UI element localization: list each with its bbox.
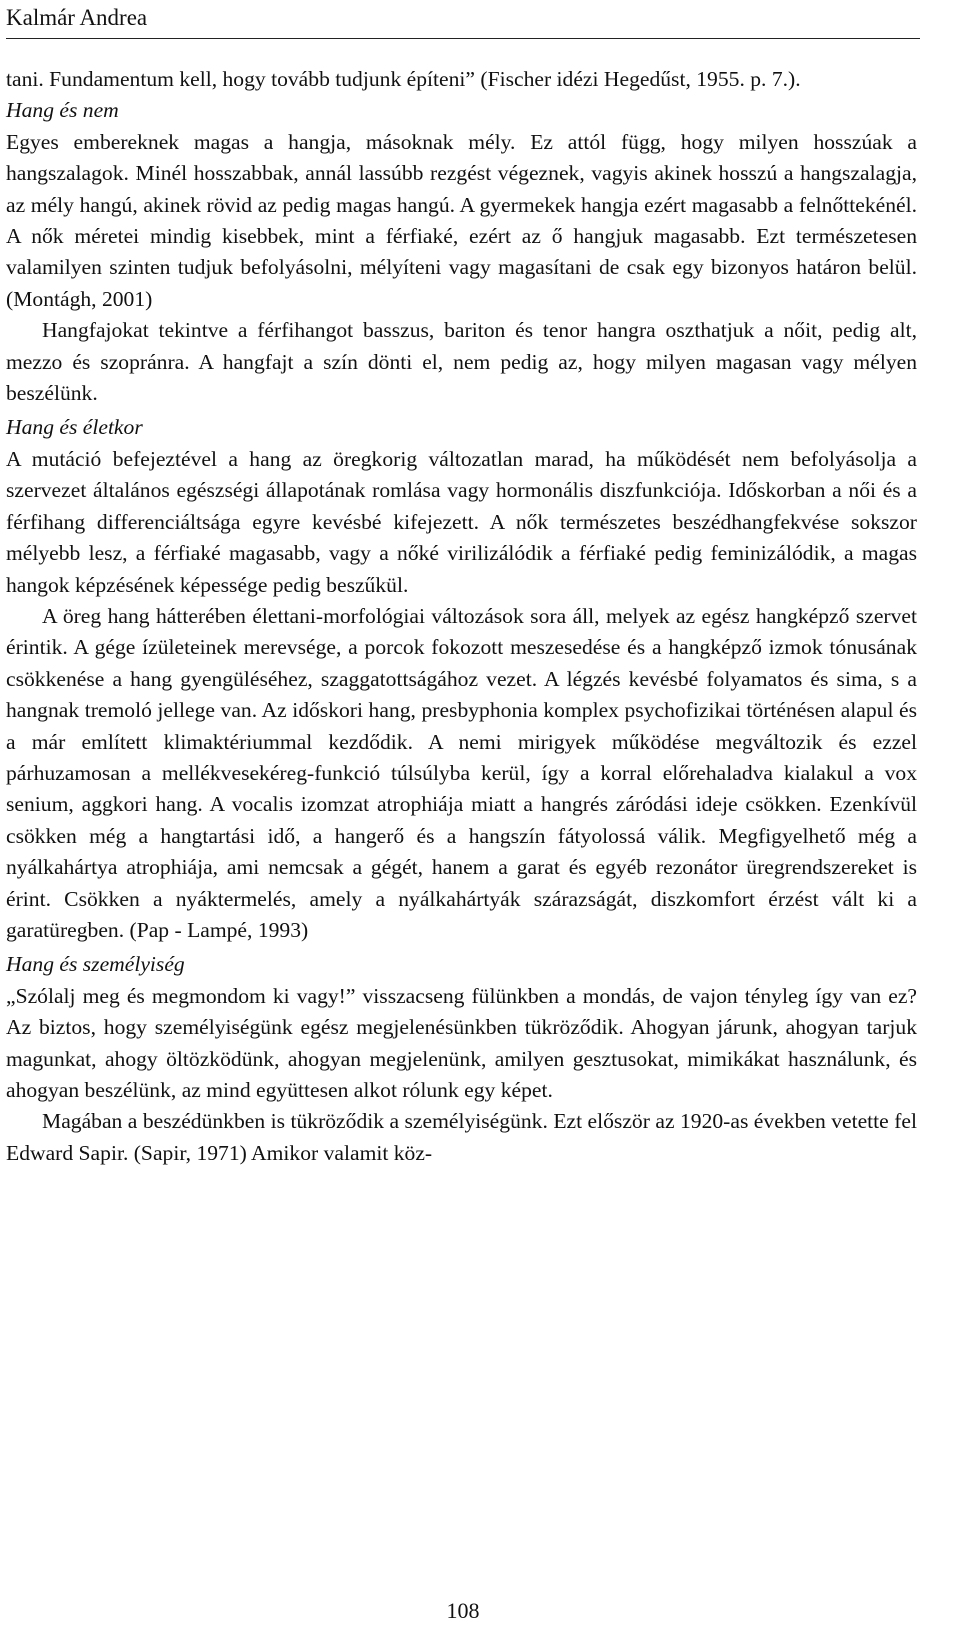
running-header [6,0,920,39]
page-body [6,64,917,1169]
section-heading-hang-es-nem: Hang és nem [6,98,119,123]
paragraph-hang-es-eletkor-1: A mutáció befejeztével a hang az öregkorig változatlan marad, ha működését nem befolyásolja a szervezet általános egészségi állapotának romlása vagy hormonális diszfunkciója. Időskorban a női és a férfihang differenciáltsága egyre kevésbé kifejezett. A nők természetes beszédhangfekvése sokszor mélyebb lesz, a férfiaké magasabb, vagy a nőké virilizálódik a férfiaké pedig feminizálódik, a magas hangok képzésének képessége pedig beszűkül. [6,446,917,597]
paragraph-hang-es-eletkor-2: A öreg hang hátterében élettani-morfológiai változások sora áll, melyek az egész hangképző szervet érintik. A gége ízületeinek merevsége, a porcok fokozott meszesedése és a hangképző izmok tónusának csökkenése a hang gyengüléséhez, szaggatottságához vezet. A légzés kevésbé folyamatos és sima, s a hangnak tremoló jellege van. Az időskori hang, presbyphonia komplex psychofizikai történésen alapul és a már említett klimaktériummal kezdődik. A nemi mirigyek működése megváltozik és ezzel párhuzamosan a mellékvesekéreg-funkció túlsúlyba kerül, így a korral előrehaladva kialakul a vox senium, aggkori hang. A vocalis izomzat atrophiája miatt a hangrés záródási ideje csökken. Ezenkívül csökken még a hangtartási idő, a hangerő és a hangszín fátyolossá válik. Megfigyelhető még a nyálkahártya atrophiája, ami nemcsak a gégét, hanem a garat és egyéb rezonátor üregrendszereket is érint. Csökken a nyáktermelés, amely a nyálkahártyák szárazságát, diszkomfort érzést vált ki a garatüregben. (Pap - Lampé, 1993) [6,603,917,942]
paragraph-hang-es-nem-2: Hangfajokat tekintve a férfihangot basszus, bariton és tenor hangra oszthatjuk a nőit, pedig alt, mezzo és szopránra. A hangfajt a szín dönti el, nem pedig az, hogy milyen magasan vagy mélyen beszélünk. [6,318,917,406]
header-author: Kalmár Andrea [6,5,148,30]
page-number: 108 [446,1598,480,1623]
paragraph-hang-es-nem-1: Egyes embereknek magas a hangja, másoknak mély. Ez attól függ, hogy milyen hosszúak a hangszalagok. Minél hosszabbak, annál lassúbb rezgést végeznek, vagyis akinek hosszú a hangszalagja, az mély hangú, akinek rövid az pedig magas hangú. A gyermekek hangja ezért magasabb a felnőttekénél. A nők méretei mindig kisebbek, mint a férfiaké, ezért az ő hangjuk magasabb. Ezt természetesen valamilyen szinten tudjuk befolyásolni, mélyíteni vagy magasítani de csak egy bizonyos határon belül. (Montágh, 2001) [6,129,917,311]
section-heading-hang-es-szemelyiseg: Hang és személyiség [6,952,185,977]
paragraph-hang-es-szemelyiseg-2: Magában a beszédünkben is tükröződik a személyiségünk. Ezt először az 1920-as években vetette fel Edward Sapir. (Sapir, 1971) Amikor valamit köz- [6,1109,917,1165]
paragraph-continuation: tani. Fundamentum kell, hogy tovább tudjunk építeni” (Fischer idézi Hegedűst, 1955. p. 7.). [6,67,801,91]
section-heading-hang-es-eletkor: Hang és életkor [6,415,143,440]
paragraph-hang-es-szemelyiseg-1: „Szólalj meg és megmondom ki vagy!” visszacseng fülünkben a mondás, de vajon tényleg így van ez? Az biztos, hogy személyiségünk egész megjelenésünkben tükröződik. Ahogyan járunk, ahogyan tarjuk magunkat, ahogy öltözködünk, ahogyan megjelenünk, amilyen gesztusokat, mimikákat használunk, és ahogyan beszélünk, az mind együttesen alkot rólunk egy képet. [6,983,917,1102]
